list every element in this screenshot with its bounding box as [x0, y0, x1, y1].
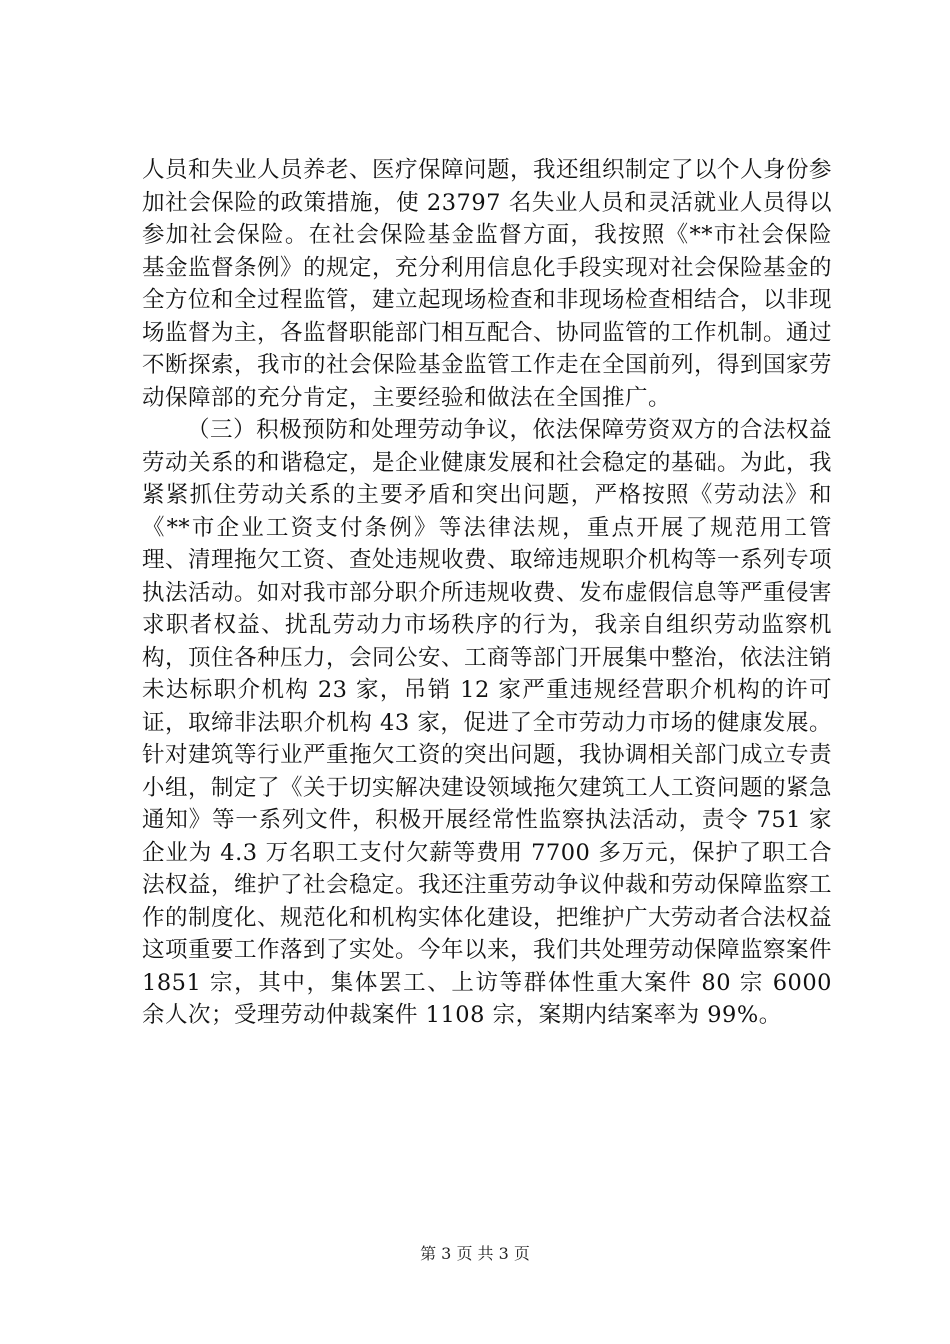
paragraph-2: （三）积极预防和处理劳动争议，依法保障劳资双方的合法权益劳动关系的和谐稳定，是企业健康发展和社会稳定的基础。为此，我紧紧抓住劳动关系的主要矛盾和突出问题，严格按照《劳动法》和《**市企业工资支付条例》等法律法规，重点开展了规范用工管理、清理拖欠工资、查处违规收费、取缔违规职介机构等一系列专项执法活动。如对我市部分职介所违规收费、发布虚假信息等严重侵害求职者权益、扰乱劳动力市场秩序的行为，我亲自组织劳动监察机构，顶住各种压力，会同公安、工商等部门开展集中整治，依法注销未达标职介机构 23 家，吊销 12 家严重违规经营职介机构的许可证，取缔非法职介机构 43 家，促进了全市劳动力市场的健康发展。针对建筑等行业严重拖欠工资的突出问题，我协调相关部门成立专责小组，制定了《关于切实解决建设领域拖欠建筑工人工资问题的紧急通知》等一系列文件，积极开展经常性监察执法活动，责令 751 家企业为 4.3 万名职工支付欠薪等费用 7700 多万元，保护了职工合法权益，维护了社会稳定。我还注重劳动争议仲裁和劳动保障监察工作的制度化、规范化和机构实体化建设，把维护广大劳动者合法权益这项重要工作落到了实处。今年以来，我们共处理劳动保障监察案件 1851 宗，其中，集体罢工、上访等群体性重大案件 80 宗 6000 余人次；受理劳动仲裁案件 1108 宗，案期内结案率为 99%。 [142, 417, 833, 1028]
body-text [142, 154, 832, 1032]
page-footer: 第 3 页 共 3 页 [420, 1244, 530, 1263]
paragraph-1: 人员和失业人员养老、医疗保障问题，我还组织制定了以个人身份参加社会保险的政策措施，使 23797 名失业人员和灵活就业人员得以参加社会保险。在社会保险基金监督方面，我按照《**市社会保险基金监督条例》的规定，充分利用信息化手段实现对社会保险基金的全方位和全过程监管，建立起现场检查和非现场检查相结合，以非现场监督为主，各监督职能部门相互配合、协同监管的工作机制。通过不断探索，我市的社会保险基金监管工作走在全国前列，得到国家劳动保障部的充分肯定，主要经验和做法在全国推广。 [142, 157, 833, 411]
